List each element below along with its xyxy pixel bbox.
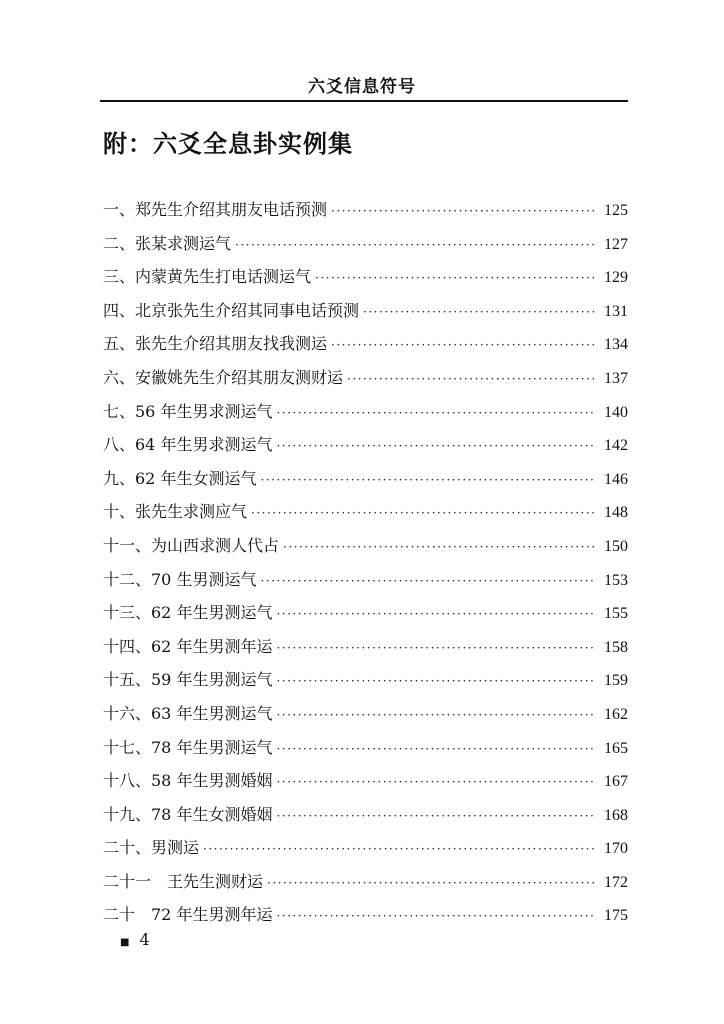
toc-entry-title: 十九、78 年生女测婚姻 — [103, 804, 273, 824]
toc-entry — [103, 735, 628, 769]
toc-entry — [103, 432, 628, 466]
toc-entry-page: 170 — [604, 840, 628, 858]
toc-entry — [103, 902, 628, 936]
toc-entry-page: 155 — [604, 605, 628, 623]
page-number: 4 — [139, 930, 150, 949]
toc-entry-page: 146 — [604, 470, 628, 488]
toc-entry-page: 142 — [604, 437, 628, 455]
toc-entry-page: 125 — [604, 202, 628, 219]
toc-entry-page: 150 — [604, 537, 628, 555]
toc-entry-title: 七、56 年生男求测运气 — [103, 401, 273, 421]
toc-entry-page: 158 — [604, 638, 628, 656]
dot-leader — [331, 338, 594, 352]
toc-entry-title: 十四、62 年生男测年运 — [103, 636, 273, 656]
dot-leader — [276, 775, 594, 789]
toc-entry-title: 二十一 王先生测财运 — [103, 871, 264, 891]
toc-entry-page: 168 — [604, 806, 628, 824]
toc-entry-page: 162 — [604, 705, 628, 723]
dot-leader — [363, 305, 594, 319]
toc-entry-page: 148 — [604, 504, 628, 522]
toc-entry-title: 十八、58 年生男测婚姻 — [103, 771, 273, 791]
toc-entry-title: 八、64 年生男求测运气 — [103, 435, 273, 455]
toc-entry-title: 十二、70 生男测运气 — [103, 569, 257, 589]
toc-entry-page: 159 — [604, 672, 628, 690]
toc-entry-title: 五、张先生介绍其朋友找我测运 — [103, 334, 328, 354]
toc-entry-title: 二十 72 年生男测年运 — [103, 905, 273, 925]
table-of-contents — [103, 197, 628, 936]
toc-entry-page: 167 — [604, 773, 628, 791]
toc-entry-page: 153 — [604, 571, 628, 589]
toc-entry-page: 165 — [604, 739, 628, 757]
toc-entry-page: 137 — [604, 369, 628, 387]
toc-entry — [103, 869, 628, 903]
toc-entry — [103, 197, 628, 231]
toc-entry-page: 172 — [604, 873, 628, 891]
toc-entry-page: 131 — [604, 302, 628, 320]
dot-leader — [347, 372, 594, 386]
toc-entry — [103, 567, 628, 601]
dot-leader — [203, 842, 594, 856]
dot-leader — [276, 439, 594, 453]
dot-leader — [276, 406, 594, 420]
toc-entry — [103, 835, 628, 869]
toc-entry — [103, 264, 628, 298]
toc-entry-title: 十六、63 年生男测运气 — [103, 703, 273, 723]
dot-leader — [315, 271, 594, 285]
toc-entry — [103, 533, 628, 567]
header-rule — [100, 100, 628, 102]
toc-entry-title: 一、郑先生介绍其朋友电话预测 — [103, 200, 328, 219]
dot-leader — [267, 876, 594, 890]
toc-entry — [103, 399, 628, 433]
toc-entry-title: 二、张某求测运气 — [103, 233, 232, 253]
dot-leader — [260, 574, 594, 588]
toc-entry — [103, 466, 628, 500]
section-title: 附：六爻全息卦实例集 — [103, 130, 353, 158]
toc-entry-title: 三、内蒙黄先生打电话测运气 — [103, 267, 312, 287]
dot-leader — [283, 540, 594, 554]
toc-entry — [103, 600, 628, 634]
page-folio — [120, 930, 150, 949]
toc-entry-title: 十七、78 年生男测运气 — [103, 737, 273, 757]
toc-entry-page: 127 — [604, 235, 628, 253]
dot-leader — [276, 708, 594, 722]
toc-entry — [103, 802, 628, 836]
toc-entry — [103, 365, 628, 399]
dot-leader — [251, 506, 594, 520]
toc-entry — [103, 768, 628, 802]
toc-entry-title: 九、62 年生女测运气 — [103, 468, 257, 488]
toc-entry — [103, 331, 628, 365]
dot-leader — [260, 473, 594, 487]
toc-entry — [103, 667, 628, 701]
toc-entry — [103, 634, 628, 668]
toc-entry — [103, 701, 628, 735]
toc-entry-title: 十一、为山西求测人代占 — [103, 535, 280, 555]
dot-leader — [276, 641, 594, 655]
dot-leader — [276, 607, 594, 621]
dot-leader — [276, 674, 594, 688]
dot-leader — [235, 238, 594, 252]
toc-entry-title: 十三、62 年生男测运气 — [103, 603, 273, 623]
toc-entry-title: 十五、59 年生男测运气 — [103, 670, 273, 690]
toc-entry-title: 六、安徽姚先生介绍其朋友测财运 — [103, 367, 344, 387]
toc-entry — [103, 499, 628, 533]
toc-entry-title: 四、北京张先生介绍其同事电话预测 — [103, 300, 360, 320]
dot-leader — [276, 809, 594, 823]
toc-entry-title: 十、张先生求测应气 — [103, 502, 248, 522]
toc-entry-page: 175 — [604, 907, 628, 925]
toc-entry-title: 二十、男测运 — [103, 838, 200, 858]
running-title: 六爻信息符号 — [308, 77, 416, 97]
dot-leader — [276, 742, 594, 756]
toc-entry — [103, 231, 628, 265]
dot-leader — [276, 909, 594, 923]
dot-leader — [331, 204, 594, 218]
toc-entry — [103, 298, 628, 332]
folio-mark: ■ — [120, 937, 130, 948]
toc-entry-page: 140 — [604, 403, 628, 421]
toc-entry-page: 134 — [604, 336, 628, 354]
toc-entry-page: 129 — [604, 269, 628, 287]
